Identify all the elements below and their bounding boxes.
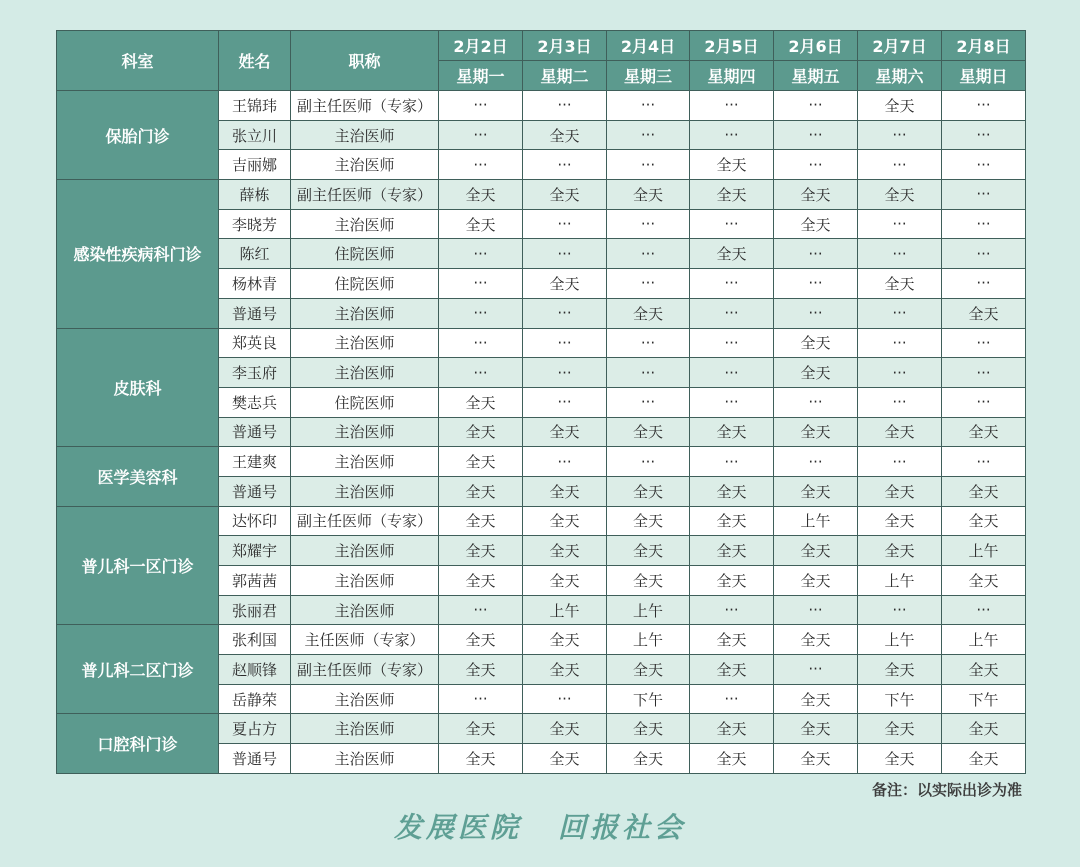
schedule-cell: ··· — [774, 595, 858, 625]
doctor-title-cell: 主任医师（专家） — [291, 625, 439, 655]
schedule-cell: 全天 — [858, 536, 942, 566]
department-cell: 保胎门诊 — [57, 91, 219, 180]
doctor-title-cell: 住院医师 — [291, 269, 439, 299]
doctor-title-cell: 主治医师 — [291, 536, 439, 566]
schedule-cell: ··· — [690, 595, 774, 625]
schedule-cell: ··· — [942, 180, 1026, 210]
doctor-title-cell: 主治医师 — [291, 328, 439, 358]
schedule-cell: ··· — [942, 595, 1026, 625]
schedule-cell: ··· — [774, 387, 858, 417]
schedule-cell: ··· — [774, 120, 858, 150]
schedule-cell: 全天 — [607, 714, 690, 744]
header-weekday: 星期六 — [858, 61, 942, 91]
doctor-name-cell: 郑耀宇 — [219, 536, 291, 566]
schedule-cell: 全天 — [858, 417, 942, 447]
doctor-title-cell: 主治医师 — [291, 447, 439, 477]
schedule-cell: ··· — [774, 150, 858, 180]
doctor-name-cell: 薛栋 — [219, 180, 291, 210]
header-date: 2月4日 — [607, 31, 690, 61]
doctor-title-cell: 主治医师 — [291, 566, 439, 596]
schedule-cell: ··· — [858, 387, 942, 417]
schedule-cell: 全天 — [774, 476, 858, 506]
doctor-title-cell: 主治医师 — [291, 120, 439, 150]
schedule-cell: 全天 — [858, 269, 942, 299]
doctor-name-cell: 张丽君 — [219, 595, 291, 625]
schedule-cell: 全天 — [774, 358, 858, 388]
schedule-cell: ··· — [523, 209, 607, 239]
schedule-cell: 下午 — [942, 684, 1026, 714]
doctor-name-cell: 普通号 — [219, 298, 291, 328]
schedule-cell: 全天 — [439, 506, 523, 536]
header-date: 2月5日 — [690, 31, 774, 61]
schedule-cell: 全天 — [942, 506, 1026, 536]
schedule-cell: ··· — [607, 91, 690, 121]
doctor-name-cell: 张立川 — [219, 120, 291, 150]
schedule-cell: ··· — [690, 120, 774, 150]
schedule-cell: ··· — [690, 684, 774, 714]
schedule-cell: ··· — [942, 150, 1026, 180]
schedule-cell: 全天 — [858, 714, 942, 744]
footnote: 备注：以实际出诊为准 — [871, 781, 1022, 799]
department-cell: 皮肤科 — [57, 328, 219, 447]
schedule-cell: 上午 — [774, 506, 858, 536]
schedule-cell: 全天 — [942, 417, 1026, 447]
schedule-cell: ··· — [858, 358, 942, 388]
schedule-cell: ··· — [607, 239, 690, 269]
header-date: 2月8日 — [942, 31, 1026, 61]
table-row — [57, 328, 1026, 358]
schedule-cell: 下午 — [858, 684, 942, 714]
table-row — [57, 447, 1026, 477]
schedule-cell: 全天 — [774, 744, 858, 774]
schedule-table — [56, 30, 1026, 774]
schedule-cell: ··· — [858, 239, 942, 269]
schedule-cell: 全天 — [690, 180, 774, 210]
schedule-cell: ··· — [858, 447, 942, 477]
schedule-cell: 全天 — [439, 180, 523, 210]
doctor-title-cell: 副主任医师（专家） — [291, 655, 439, 685]
header-dept: 科室 — [57, 31, 219, 91]
schedule-cell: 全天 — [439, 387, 523, 417]
schedule-cell: 全天 — [858, 506, 942, 536]
schedule-cell: 全天 — [439, 714, 523, 744]
doctor-name-cell: 普通号 — [219, 417, 291, 447]
schedule-cell: ··· — [439, 269, 523, 299]
schedule-cell: ··· — [942, 387, 1026, 417]
schedule-cell: ··· — [607, 150, 690, 180]
schedule-cell: ··· — [523, 239, 607, 269]
schedule-cell: ··· — [858, 298, 942, 328]
schedule-cell: 全天 — [439, 447, 523, 477]
schedule-cell: 全天 — [774, 180, 858, 210]
schedule-cell: ··· — [607, 328, 690, 358]
schedule-cell: 全天 — [858, 744, 942, 774]
schedule-cell: 全天 — [607, 566, 690, 596]
schedule-cell: 上午 — [858, 625, 942, 655]
schedule-cell: 全天 — [439, 625, 523, 655]
schedule-cell: ··· — [607, 447, 690, 477]
header-weekday: 星期日 — [942, 61, 1026, 91]
schedule-cell: 全天 — [942, 714, 1026, 744]
schedule-cell: ··· — [523, 150, 607, 180]
department-cell: 普儿科一区门诊 — [57, 506, 219, 625]
schedule-cell: ··· — [523, 298, 607, 328]
doctor-title-cell: 副主任医师（专家） — [291, 91, 439, 121]
schedule-cell: 全天 — [690, 714, 774, 744]
schedule-cell: 全天 — [690, 150, 774, 180]
doctor-name-cell: 普通号 — [219, 476, 291, 506]
schedule-cell: ··· — [439, 150, 523, 180]
schedule-cell: 全天 — [523, 417, 607, 447]
doctor-name-cell: 夏占方 — [219, 714, 291, 744]
schedule-cell: 上午 — [942, 536, 1026, 566]
schedule-cell: 下午 — [607, 684, 690, 714]
schedule-cell: ··· — [607, 387, 690, 417]
schedule-cell: 全天 — [607, 298, 690, 328]
schedule-cell: 全天 — [858, 180, 942, 210]
doctor-title-cell: 住院医师 — [291, 387, 439, 417]
schedule-cell: ··· — [942, 209, 1026, 239]
schedule-cell: ··· — [774, 269, 858, 299]
schedule-cell: 全天 — [942, 744, 1026, 774]
schedule-cell: 全天 — [690, 625, 774, 655]
schedule-cell: ··· — [523, 447, 607, 477]
schedule-cell: 全天 — [523, 120, 607, 150]
schedule-cell: 全天 — [942, 566, 1026, 596]
schedule-cell: 全天 — [774, 625, 858, 655]
doctor-title-cell: 主治医师 — [291, 209, 439, 239]
doctor-name-cell: 郑英良 — [219, 328, 291, 358]
doctor-title-cell: 住院医师 — [291, 239, 439, 269]
table-row — [57, 625, 1026, 655]
doctor-name-cell: 吉丽娜 — [219, 150, 291, 180]
schedule-cell: 全天 — [523, 566, 607, 596]
schedule-cell: 全天 — [523, 269, 607, 299]
schedule-cell: ··· — [439, 298, 523, 328]
doctor-title-cell: 主治医师 — [291, 150, 439, 180]
schedule-cell: 全天 — [523, 714, 607, 744]
schedule-cell: ··· — [774, 298, 858, 328]
department-cell: 口腔科门诊 — [57, 714, 219, 774]
schedule-cell: ··· — [523, 387, 607, 417]
schedule-cell: ··· — [439, 91, 523, 121]
schedule-cell: ··· — [690, 328, 774, 358]
schedule-cell: ··· — [942, 120, 1026, 150]
schedule-cell: 全天 — [523, 744, 607, 774]
schedule-cell: 全天 — [439, 655, 523, 685]
schedule-cell: 全天 — [774, 714, 858, 744]
schedule-cell: ··· — [858, 328, 942, 358]
schedule-cell: ··· — [607, 209, 690, 239]
schedule-cell: ··· — [607, 120, 690, 150]
doctor-title-cell: 主治医师 — [291, 476, 439, 506]
schedule-cell: 全天 — [439, 417, 523, 447]
table-row — [57, 506, 1026, 536]
header-date: 2月7日 — [858, 31, 942, 61]
doctor-title-cell: 主治医师 — [291, 358, 439, 388]
doctor-name-cell: 杨林青 — [219, 269, 291, 299]
schedule-cell: 全天 — [774, 328, 858, 358]
schedule-cell: ··· — [607, 269, 690, 299]
schedule-cell: 全天 — [690, 239, 774, 269]
schedule-cell: ··· — [942, 269, 1026, 299]
schedule-cell: ··· — [439, 358, 523, 388]
schedule-cell: ··· — [858, 150, 942, 180]
schedule-cell: ··· — [858, 595, 942, 625]
schedule-cell: ··· — [607, 358, 690, 388]
schedule-cell: ··· — [439, 328, 523, 358]
doctor-name-cell: 陈红 — [219, 239, 291, 269]
schedule-cell: ··· — [774, 239, 858, 269]
schedule-cell: ··· — [690, 358, 774, 388]
schedule-cell: 全天 — [690, 744, 774, 774]
slogan — [0, 806, 1080, 846]
schedule-cell: 全天 — [858, 476, 942, 506]
doctor-title-cell: 副主任医师（专家） — [291, 506, 439, 536]
department-cell: 普儿科二区门诊 — [57, 625, 219, 714]
doctor-title-cell: 主治医师 — [291, 298, 439, 328]
schedule-cell: 全天 — [523, 536, 607, 566]
schedule-cell: ··· — [439, 595, 523, 625]
schedule-cell: 全天 — [774, 536, 858, 566]
schedule-cell: 上午 — [523, 595, 607, 625]
schedule-cell: ··· — [690, 298, 774, 328]
header-date: 2月3日 — [523, 31, 607, 61]
doctor-name-cell: 李晓芳 — [219, 209, 291, 239]
schedule-cell: 全天 — [690, 417, 774, 447]
schedule-cell: ··· — [774, 91, 858, 121]
header-weekday: 星期二 — [523, 61, 607, 91]
schedule-cell: ··· — [942, 447, 1026, 477]
schedule-cell: 上午 — [607, 625, 690, 655]
schedule-cell: 全天 — [690, 655, 774, 685]
schedule-cell: 全天 — [523, 625, 607, 655]
header-date: 2月6日 — [774, 31, 858, 61]
schedule-cell: 全天 — [774, 417, 858, 447]
department-cell: 感染性疾病科门诊 — [57, 180, 219, 328]
schedule-cell: 全天 — [607, 744, 690, 774]
header-title: 职称 — [291, 31, 439, 91]
doctor-name-cell: 赵顺锋 — [219, 655, 291, 685]
schedule-cell: ··· — [858, 209, 942, 239]
doctor-name-cell: 王建爽 — [219, 447, 291, 477]
schedule-cell: 全天 — [607, 180, 690, 210]
schedule-cell: 全天 — [523, 655, 607, 685]
schedule-cell: ··· — [690, 447, 774, 477]
schedule-cell: 上午 — [942, 625, 1026, 655]
doctor-name-cell: 达怀印 — [219, 506, 291, 536]
header-weekday: 星期五 — [774, 61, 858, 91]
schedule-cell: ··· — [523, 91, 607, 121]
header-weekday: 星期一 — [439, 61, 523, 91]
doctor-name-cell: 张利国 — [219, 625, 291, 655]
doctor-title-cell: 主治医师 — [291, 744, 439, 774]
schedule-cell: ··· — [858, 120, 942, 150]
schedule-cell: 全天 — [439, 566, 523, 596]
doctor-name-cell: 李玉府 — [219, 358, 291, 388]
schedule-cell: 全天 — [523, 180, 607, 210]
schedule-cell: ··· — [439, 120, 523, 150]
schedule-cell: 全天 — [942, 476, 1026, 506]
schedule-cell: 全天 — [439, 744, 523, 774]
doctor-name-cell: 樊志兵 — [219, 387, 291, 417]
schedule-cell: ··· — [523, 684, 607, 714]
schedule-cell: 全天 — [607, 536, 690, 566]
schedule-cell: ··· — [942, 358, 1026, 388]
schedule-cell: 全天 — [690, 506, 774, 536]
slogan-part: 发展医院 — [393, 811, 522, 844]
table-row — [57, 714, 1026, 744]
department-cell: 医学美容科 — [57, 447, 219, 506]
doctor-title-cell: 主治医师 — [291, 714, 439, 744]
schedule-cell: ··· — [523, 358, 607, 388]
table-row — [57, 180, 1026, 210]
doctor-title-cell: 主治医师 — [291, 595, 439, 625]
doctor-title-cell: 主治医师 — [291, 684, 439, 714]
schedule-cell: 全天 — [607, 655, 690, 685]
header-date: 2月2日 — [439, 31, 523, 61]
schedule-cell: ··· — [439, 684, 523, 714]
schedule-cell: ··· — [690, 209, 774, 239]
schedule-cell: 全天 — [774, 566, 858, 596]
schedule-cell: ··· — [439, 239, 523, 269]
schedule-cell: ··· — [523, 328, 607, 358]
schedule-cell: 全天 — [690, 566, 774, 596]
schedule-cell: ··· — [942, 239, 1026, 269]
doctor-name-cell: 普通号 — [219, 744, 291, 774]
table-row — [57, 91, 1026, 121]
header-weekday: 星期三 — [607, 61, 690, 91]
doctor-title-cell: 副主任医师（专家） — [291, 180, 439, 210]
doctor-name-cell: 郭茜茜 — [219, 566, 291, 596]
schedule-cell: ··· — [774, 655, 858, 685]
schedule-cell: 全天 — [690, 476, 774, 506]
schedule-cell: 全天 — [439, 209, 523, 239]
schedule-cell: 全天 — [858, 91, 942, 121]
schedule-cell: 全天 — [607, 506, 690, 536]
schedule-cell: 全天 — [774, 684, 858, 714]
schedule-cell: ··· — [942, 328, 1026, 358]
schedule-cell: 全天 — [439, 536, 523, 566]
schedule-cell: ··· — [774, 447, 858, 477]
schedule-cell: 全天 — [858, 655, 942, 685]
doctor-name-cell: 王锦玮 — [219, 91, 291, 121]
doctor-name-cell: 岳静荣 — [219, 684, 291, 714]
schedule-cell: ··· — [942, 91, 1026, 121]
schedule-cell: 全天 — [690, 536, 774, 566]
schedule-cell: 全天 — [523, 506, 607, 536]
schedule-cell: 全天 — [774, 209, 858, 239]
header-weekday: 星期四 — [690, 61, 774, 91]
schedule-cell: ··· — [690, 269, 774, 299]
schedule-cell: 上午 — [858, 566, 942, 596]
schedule-cell: ··· — [690, 387, 774, 417]
doctor-title-cell: 主治医师 — [291, 417, 439, 447]
schedule-cell: 全天 — [942, 655, 1026, 685]
schedule-cell: 上午 — [607, 595, 690, 625]
schedule-cell: 全天 — [439, 476, 523, 506]
header-name: 姓名 — [219, 31, 291, 91]
schedule-cell: 全天 — [523, 476, 607, 506]
schedule-cell: 全天 — [607, 417, 690, 447]
slogan-part: 回报社会 — [558, 811, 687, 844]
schedule-body — [57, 91, 1026, 774]
schedule-cell: 全天 — [607, 476, 690, 506]
schedule-cell: ··· — [690, 91, 774, 121]
schedule-cell: 全天 — [942, 298, 1026, 328]
